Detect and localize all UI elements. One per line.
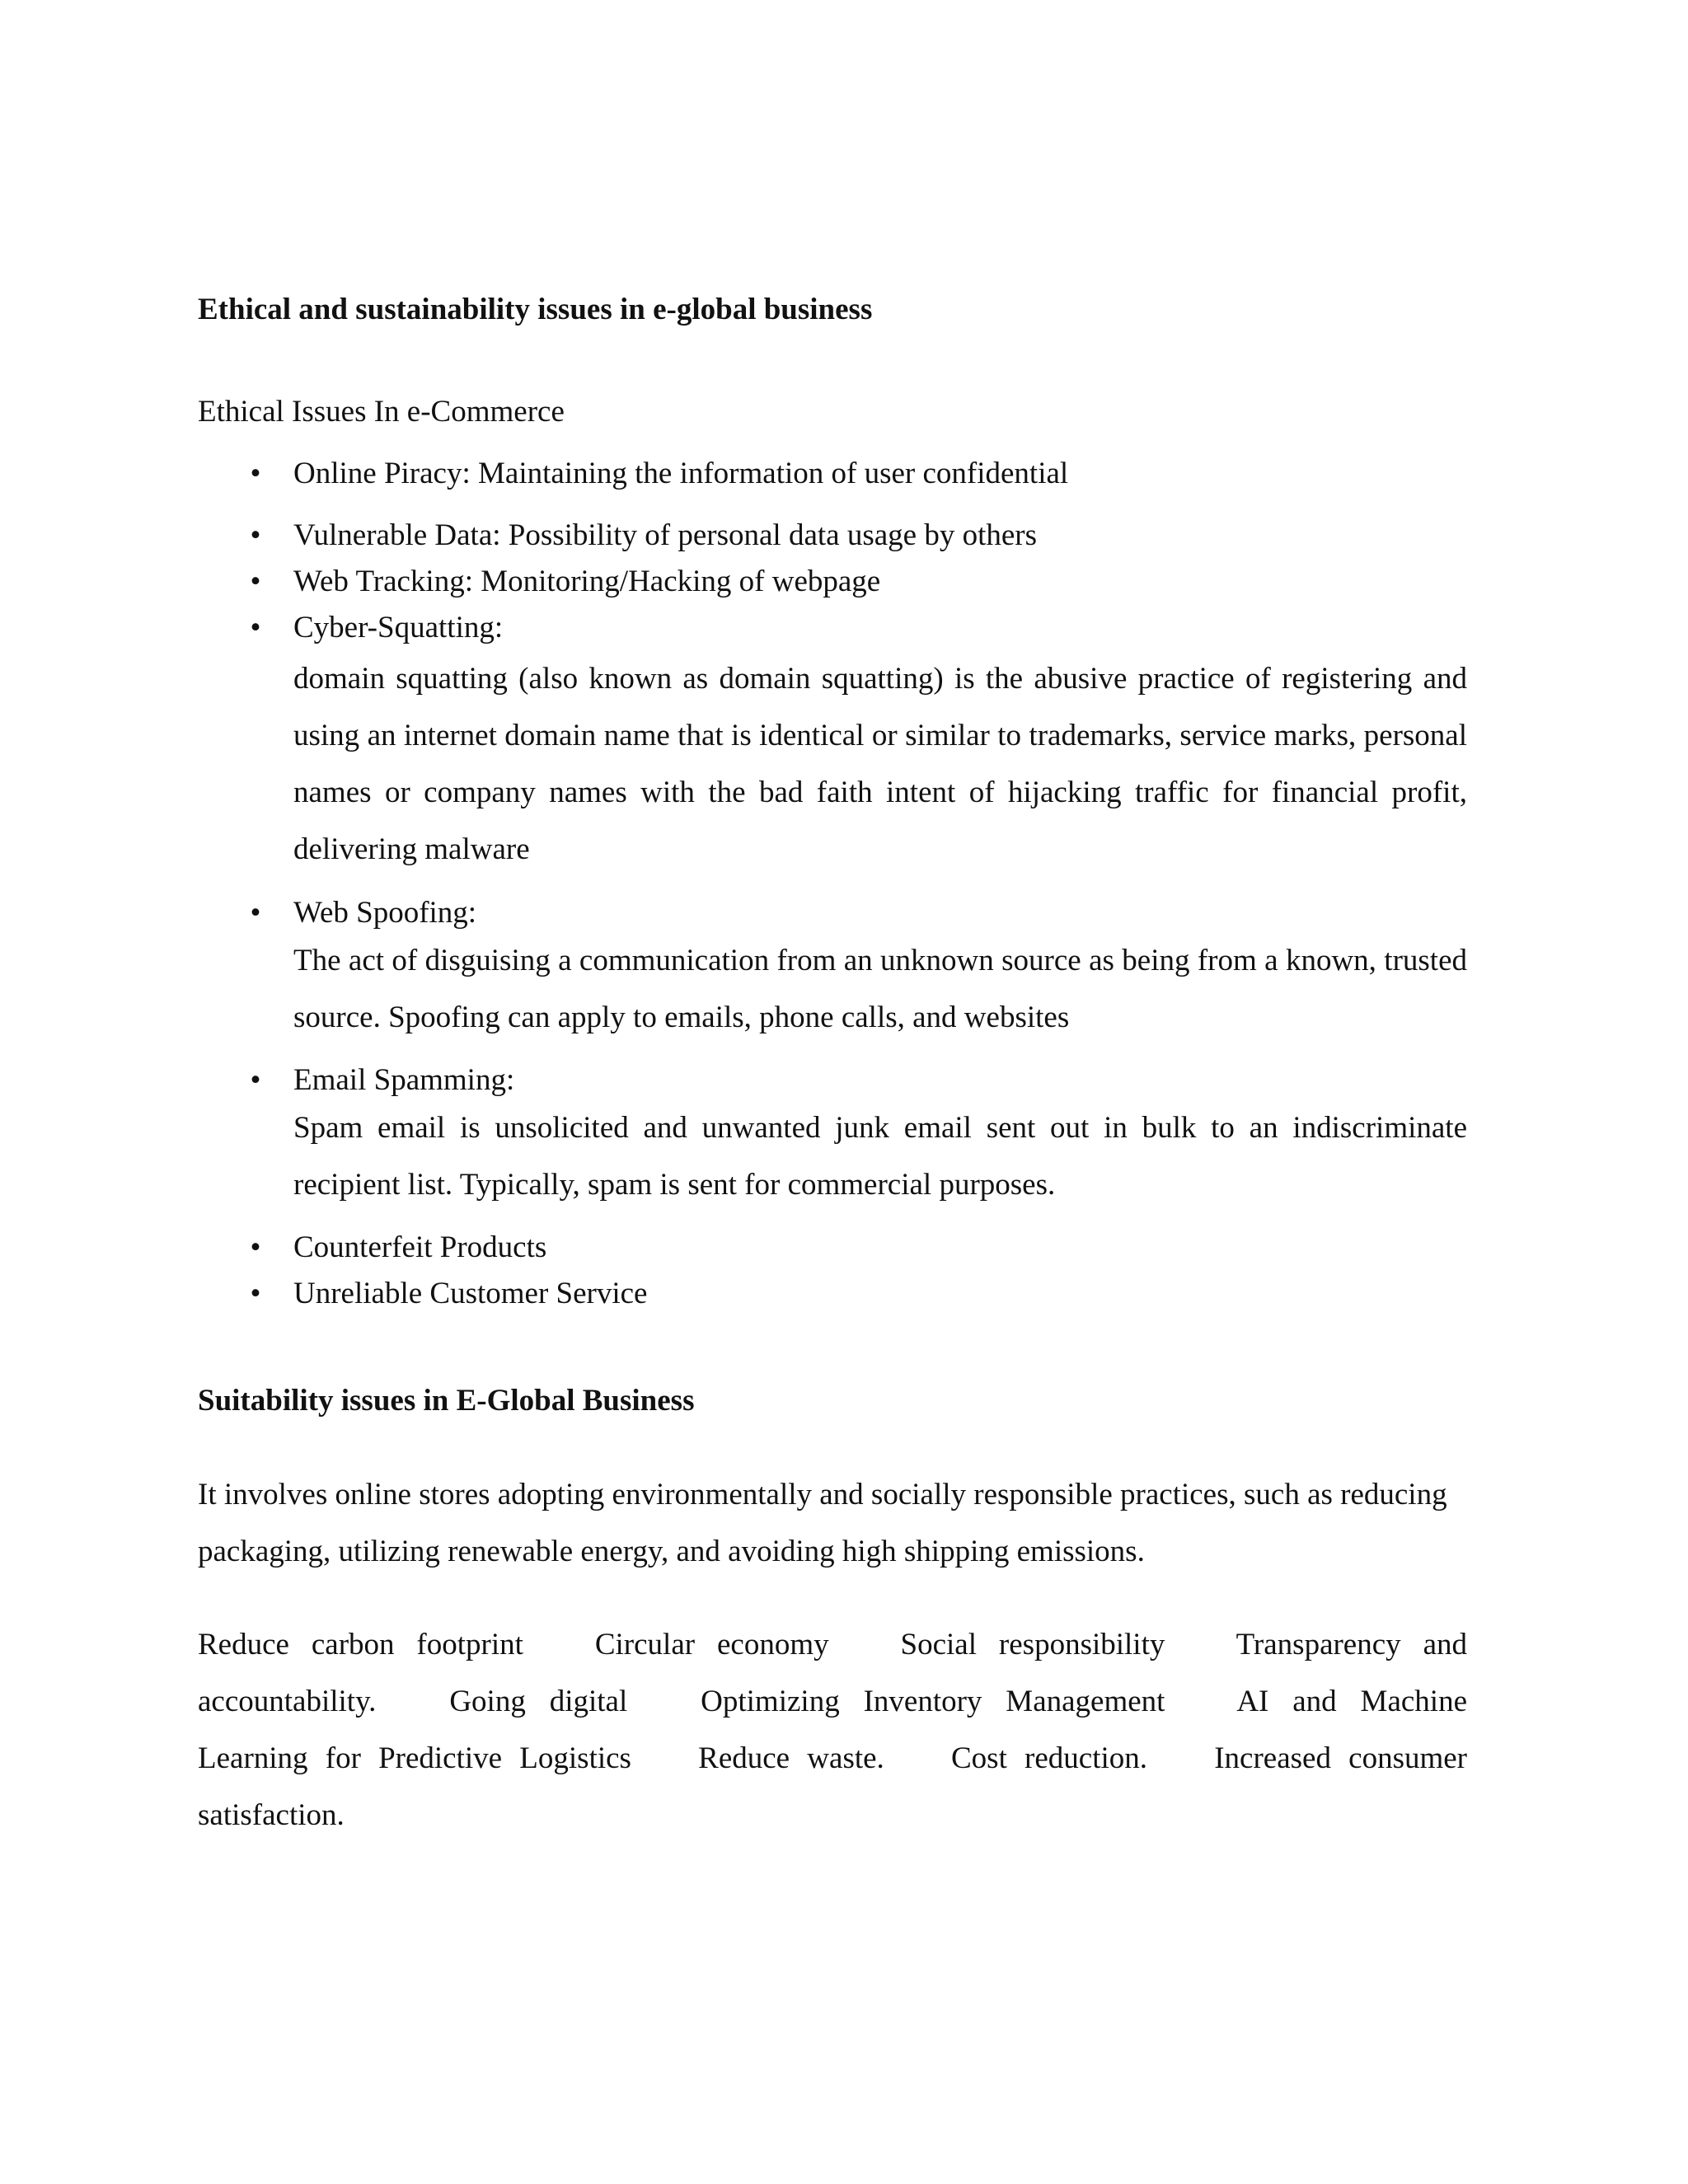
list-item-label: Cyber-Squatting:: [293, 611, 504, 644]
ethical-section-subtitle: Ethical Issues In e-Commerce: [198, 395, 565, 429]
practice-item: Reduce carbon footprint: [198, 1628, 523, 1661]
list-item-label: Vulnerable Data: Possibility of personal data usage by others: [293, 518, 1038, 552]
list-item-description: The act of disguising a communication from an unknown source as being from a known, trusted source. Spoofing can apply to emails, phone calls, and websites: [293, 944, 1467, 1034]
suitability-practices-paragraph: [198, 1616, 1479, 1844]
bullet-icon: •: [250, 457, 261, 490]
bullet-icon: •: [250, 565, 261, 598]
bullet-icon: •: [250, 1230, 261, 1264]
bullet-icon: •: [250, 1063, 261, 1097]
list-item-label: Unreliable Customer Service: [293, 1277, 648, 1310]
practice-item: Cost reduction.: [951, 1741, 1148, 1775]
practice-item: Transparency and accountability.: [198, 1628, 1479, 1718]
list-item-label: Web Spoofing:: [293, 896, 477, 930]
bullet-icon: •: [250, 1277, 261, 1310]
list-item-description: domain squatting (also known as domain squatting) is the abusive practice of registering and using an internet domain name that is identical or similar to trademarks, service marks, personal names or company names with the bad faith intent of hijacking traffic for financial profit, delivering malware: [293, 662, 1467, 866]
practice-item: Optimizing Inventory Management: [701, 1685, 1165, 1718]
bullet-icon: •: [250, 518, 261, 552]
practice-item: Social responsibility: [900, 1628, 1165, 1661]
bullet-icon: •: [250, 896, 261, 930]
practice-item: Increased consumer satisfaction.: [198, 1741, 1479, 1832]
practice-item: Circular economy: [594, 1628, 829, 1661]
list-item-label: Online Piracy: Maintaining the information of user confidential: [293, 457, 1069, 490]
suitability-section-heading: Suitability issues in E-Global Business: [198, 1384, 695, 1418]
practice-item: Reduce waste.: [698, 1741, 884, 1775]
bullet-icon: •: [250, 611, 261, 644]
document-title: Ethical and sustainability issues in e-global business: [198, 293, 873, 326]
suitability-intro-paragraph: It involves online stores adopting environmentally and socially responsible practices, such as reducing packaging, utilizing renewable energy, and avoiding high shipping emissions.: [198, 1478, 1447, 1568]
list-item-label: Web Tracking: Monitoring/Hacking of webpage: [293, 565, 881, 598]
list-item-label: Counterfeit Products: [293, 1230, 547, 1264]
practice-item: Going digital: [449, 1685, 628, 1718]
list-item-description: Spam email is unsolicited and unwanted junk email sent out in bulk to an indiscriminate recipient list. Typically, spam is sent for commercial purposes.: [293, 1111, 1467, 1202]
list-item-label: Email Spamming:: [293, 1063, 515, 1097]
practice-item: AI and Machine Learning for Predictive Logistics: [198, 1685, 1479, 1775]
